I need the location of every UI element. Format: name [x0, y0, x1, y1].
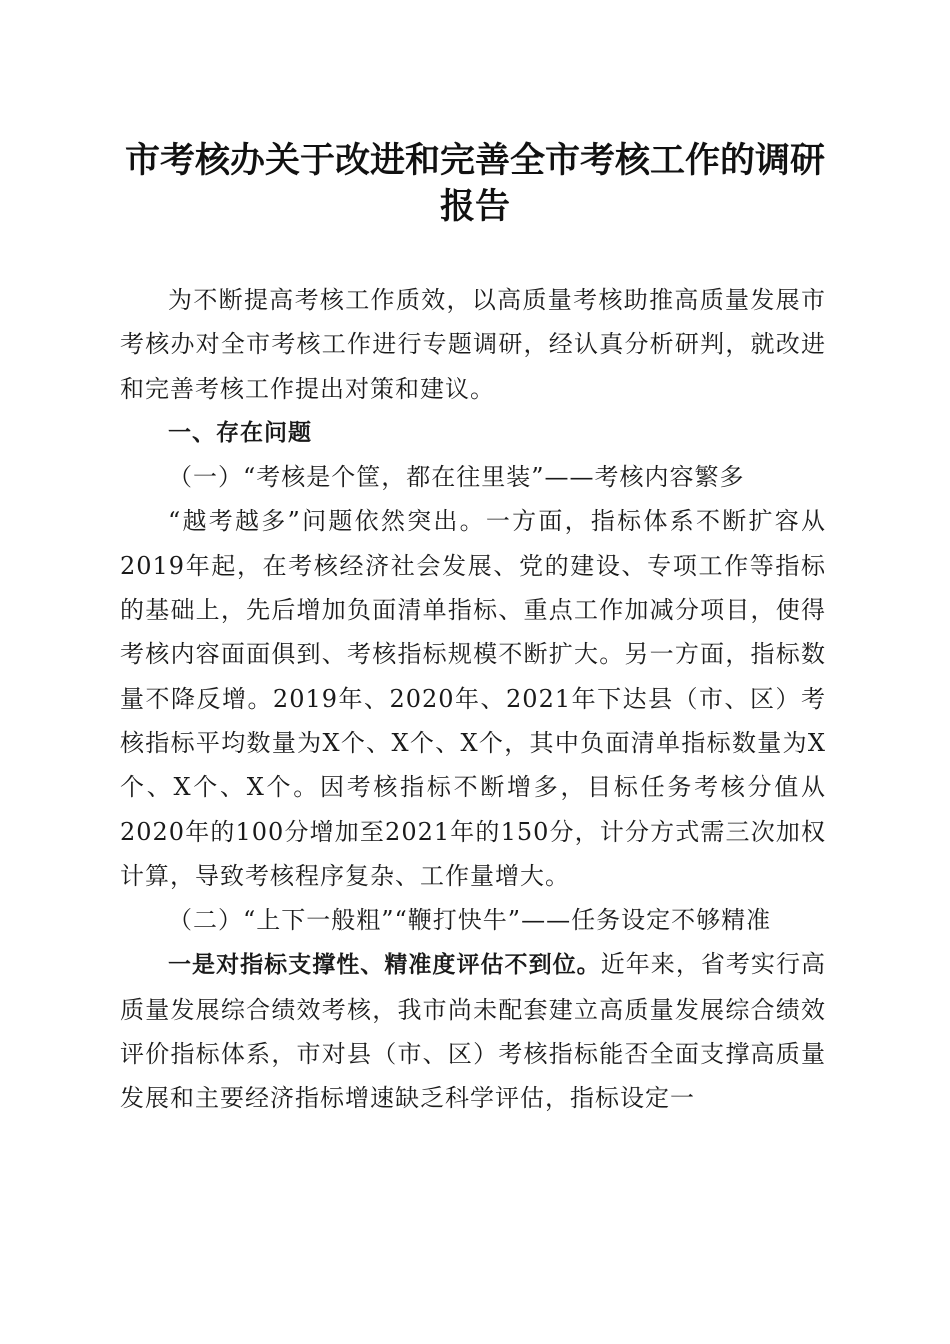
- subsection-2-lead: 一是对指标支撑性、精准度评估不到位。: [168, 952, 601, 979]
- subsection-1-paragraph: “越考越多”问题依然突出。一方面，指标体系不断扩容从2019年起，在考核经济社会发展、党的建设、专项工作等指标的基础上，先后增加负面清单指标、重点工作加减分项目，使得考核内容面面俱到、考核指标规模不断扩大。另一方面，指标数量不降反增。2019年、2020年、2021年下达县（市、区）考核指标平均数量为X个、X个、X个，其中负面清单指标数量为X个、X个、X个。因考核指标不断增多，目标任务考核分值从2020年的100分增加至2021年的150分，计分方式需三次加权计算，导致考核程序复杂、工作量增大。: [120, 507, 826, 890]
- subsection-heading-1: （一）“考核是个筐，都在往里装”——考核内容繁多: [168, 463, 745, 492]
- subsection-2-paragraph: [120, 942, 826, 1120]
- title-line-2: 报告: [439, 187, 510, 227]
- subsection-heading-2: （二）“上下一般粗”“鞭打快牛”——任务设定不够精准: [168, 906, 772, 935]
- title-line-1: 市考核办关于改进和完善全市考核工作的调研: [124, 141, 825, 181]
- document-title: [110, 138, 840, 230]
- intro-paragraph: 为不断提高考核工作质效，以高质量考核助推高质量发展市考核办对全市考核工作进行专题调研，经认真分析研判，就改进和完善考核工作提出对策和建议。: [120, 286, 826, 403]
- section-heading-problems: 一、存在问题: [168, 419, 312, 446]
- subsection-2-text: 近年来，省考实行高质量发展综合绩效考核，我市尚未配套建立高质量发展综合绩效评价指标体系，市对县（市、区）考核指标能否全面支撑高质量发展和主要经济指标增速缺乏科学评估，指标设定一: [120, 950, 827, 1113]
- document-body: [120, 278, 826, 1121]
